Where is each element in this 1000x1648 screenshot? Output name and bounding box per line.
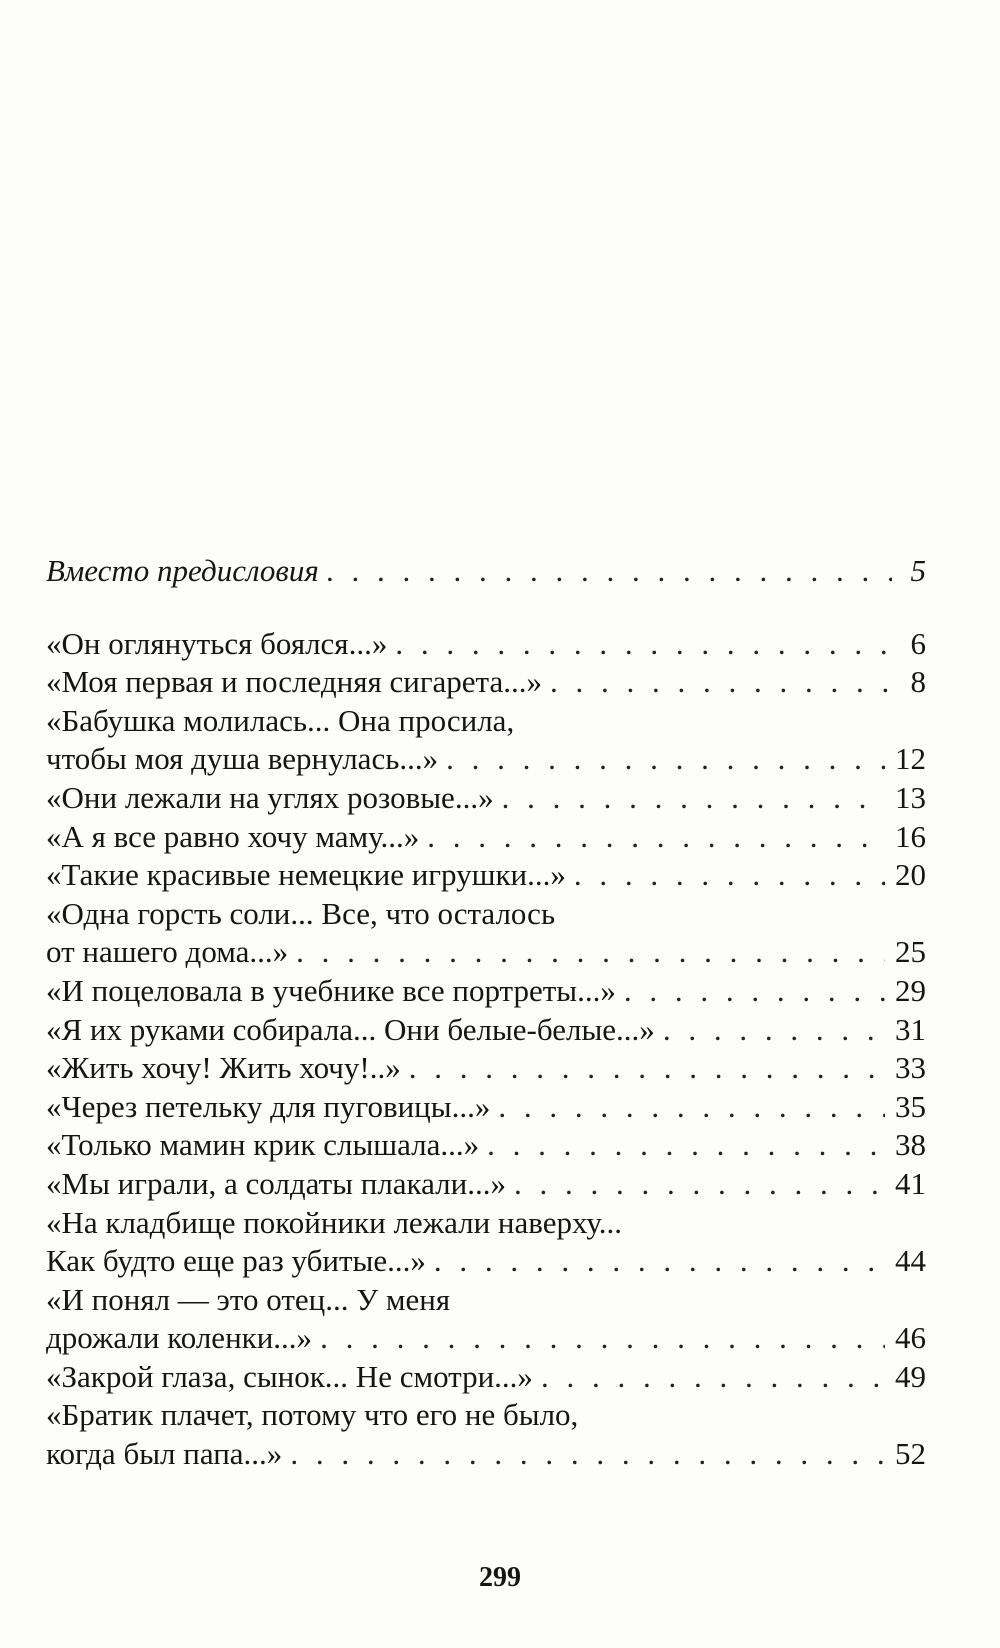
toc-entry — [46, 779, 926, 818]
toc-entry-title: «А я все равно хочу маму...» — [46, 818, 420, 854]
toc-page-number: 16 — [895, 818, 926, 854]
toc-page-number: 29 — [895, 972, 926, 1008]
toc-line — [46, 1319, 926, 1358]
toc-page-number: 38 — [895, 1127, 926, 1163]
toc-line — [46, 895, 926, 934]
toc-entry-title: чтобы моя душа вернулась...» — [46, 741, 439, 777]
toc-entry-title: «Он оглянуться боялся...» — [46, 625, 388, 661]
toc-entry — [46, 702, 926, 779]
dot-leader — [395, 625, 892, 664]
dot-leader — [320, 1319, 885, 1358]
toc-line — [46, 1088, 926, 1127]
toc-entry-title: «Одна горсть соли... Все, что осталось — [46, 895, 556, 931]
toc-entry-title: «Они лежали на углях розовые...» — [46, 779, 494, 815]
toc-entry — [46, 1126, 926, 1165]
toc-entry — [46, 1396, 926, 1473]
toc-line — [46, 1358, 926, 1397]
dot-leader — [502, 779, 885, 818]
toc-line — [46, 740, 926, 779]
toc-line — [46, 1242, 926, 1281]
toc-entry — [46, 856, 926, 895]
table-of-contents — [46, 552, 926, 1474]
toc-page-number: 33 — [895, 1050, 926, 1086]
toc-entry — [46, 818, 926, 857]
toc-line — [46, 1049, 926, 1088]
toc-entry — [46, 625, 926, 664]
toc-line — [46, 1396, 926, 1435]
toc-entry — [46, 1358, 926, 1397]
toc-line — [46, 1011, 926, 1050]
toc-page-number: 49 — [895, 1358, 926, 1394]
toc-page-number: 5 — [910, 553, 926, 588]
toc-entries — [46, 625, 926, 1474]
toc-entry-title: дрожали коленки...» — [46, 1320, 313, 1356]
toc-line — [46, 1204, 926, 1243]
toc-entry — [46, 1049, 926, 1088]
dot-leader — [574, 856, 885, 895]
toc-page-number: 25 — [895, 934, 926, 970]
toc-entry-title: Вместо предисловия — [46, 553, 319, 588]
toc-entry-title: «Мы играли, а солдаты плакали...» — [46, 1165, 506, 1201]
toc-entry — [46, 663, 926, 702]
toc-entry-title: когда был папа...» — [46, 1436, 283, 1472]
toc-line — [46, 1126, 926, 1165]
toc-page-number: 52 — [895, 1436, 926, 1472]
toc-page-number: 41 — [895, 1165, 926, 1201]
toc-entry-title: от нашего дома...» — [46, 934, 289, 970]
dot-leader — [409, 1049, 885, 1088]
dot-leader — [290, 1435, 885, 1474]
page-number: 299 — [479, 1562, 521, 1593]
dot-leader — [446, 740, 885, 779]
dot-leader — [427, 818, 885, 857]
toc-entry — [46, 1165, 926, 1204]
toc-line — [46, 663, 926, 702]
dot-leader — [541, 1358, 885, 1397]
dot-leader — [663, 1011, 885, 1050]
toc-page-number: 6 — [910, 625, 926, 661]
toc-line — [46, 933, 926, 972]
toc-entry-title: «Такие красивые немецкие игрушки...» — [46, 857, 566, 893]
toc-entry-title: «И поцеловала в учебнике все портреты...» — [46, 972, 616, 1008]
dot-leader — [487, 1126, 885, 1165]
toc-entry-title: «Я их руками собирала... Они белые-белые...» — [46, 1011, 655, 1047]
toc-entry-title: «Бабушка молилась... Она просила, — [46, 702, 515, 738]
toc-entry-title: «Жить хочу! Жить хочу!..» — [46, 1050, 401, 1086]
dot-leader — [624, 972, 885, 1011]
toc-page-number: 46 — [895, 1320, 926, 1356]
toc-entry-title: «Моя первая и последняя сигарета...» — [46, 664, 542, 700]
toc-line — [46, 856, 926, 895]
toc-entry — [46, 972, 926, 1011]
toc-line — [46, 1281, 926, 1320]
toc-line — [46, 1435, 926, 1474]
toc-entry-title: «Братик плачет, потому что его не было, — [46, 1397, 579, 1433]
toc-line — [46, 818, 926, 857]
toc-page-number: 35 — [895, 1088, 926, 1124]
toc-line — [46, 552, 926, 591]
toc-entry-title: Как будто еще раз убитые...» — [46, 1243, 426, 1279]
toc-line — [46, 1165, 926, 1204]
dot-leader — [514, 1165, 885, 1204]
toc-entry — [46, 1281, 926, 1358]
toc-page-number: 31 — [895, 1011, 926, 1047]
toc-page-number: 12 — [895, 741, 926, 777]
toc-entry-title: «На кладбище покойники лежали наверху... — [46, 1204, 622, 1240]
toc-line — [46, 702, 926, 741]
dot-leader — [434, 1242, 885, 1281]
dot-leader — [550, 663, 892, 702]
toc-line — [46, 972, 926, 1011]
toc-entry-preface — [46, 552, 926, 591]
toc-page-number: 8 — [910, 664, 926, 700]
dot-leader — [498, 1088, 885, 1127]
toc-entry-title: «Через петельку для пуговицы...» — [46, 1088, 491, 1124]
dot-leader — [327, 552, 892, 591]
toc-page-number: 20 — [895, 857, 926, 893]
toc-entry-title: «Только мамин крик слышала...» — [46, 1127, 480, 1163]
toc-page-number: 44 — [895, 1243, 926, 1279]
toc-entry-title: «Закрой глаза, сынок... Не смотри...» — [46, 1358, 533, 1394]
toc-line — [46, 625, 926, 664]
toc-entry — [46, 1204, 926, 1281]
toc-entry-title: «И понял — это отец... У меня — [46, 1281, 451, 1317]
toc-entry — [46, 1011, 926, 1050]
toc-page-number: 13 — [895, 779, 926, 815]
dot-leader — [296, 933, 885, 972]
toc-entry — [46, 895, 926, 972]
toc-entry — [46, 1088, 926, 1127]
toc-line — [46, 779, 926, 818]
